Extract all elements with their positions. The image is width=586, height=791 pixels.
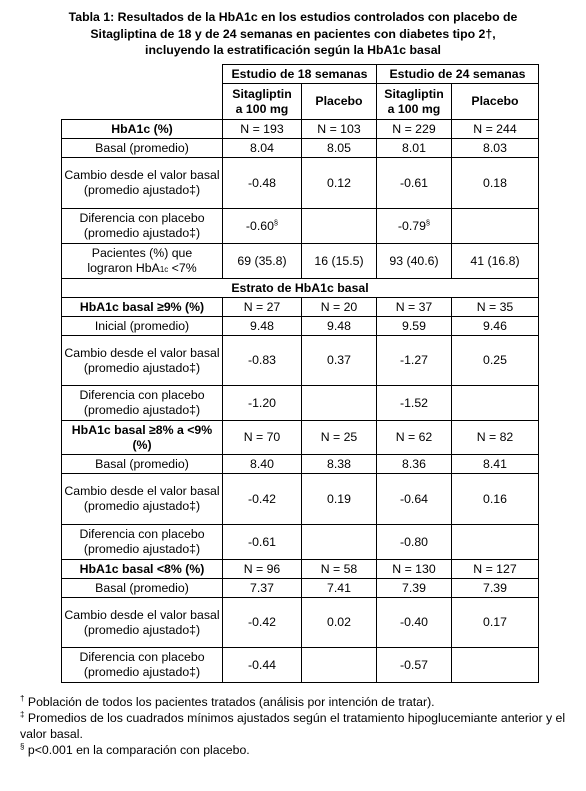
- value-cell: -1.20: [223, 386, 302, 421]
- value-cell: 0.16: [452, 474, 539, 525]
- value-cell: [452, 209, 539, 244]
- row-label: Cambio desde el valor basal (promedio ajustado‡): [62, 336, 223, 386]
- value-cell: -0.48: [223, 158, 302, 209]
- label-part: 1c: [136, 121, 151, 136]
- header-placebo: Placebo: [452, 84, 539, 120]
- footnotes: [20, 694, 580, 758]
- label-line: lograron HbA1c <7%: [87, 260, 197, 275]
- value-cell: [452, 525, 539, 560]
- table-row: [62, 421, 539, 455]
- header-study-24: Estudio de 24 semanas: [377, 65, 539, 84]
- row-label: Cambio desde el valor basal (promedio ajustado‡): [62, 158, 223, 209]
- label-part: 1c: [104, 561, 119, 576]
- value-cell: 9.48: [223, 317, 302, 336]
- table-row: [62, 139, 539, 158]
- row-label: [62, 244, 223, 279]
- value-cell: 0.18: [452, 158, 539, 209]
- value-cell: -0.80: [377, 525, 452, 560]
- value-cell: 69 (35.8): [223, 244, 302, 279]
- value-cell: 7.39: [377, 579, 452, 598]
- table-row: [62, 65, 539, 84]
- label-part: basal ≥8% a <9% (%): [110, 422, 213, 452]
- n-value: N = 70: [223, 421, 302, 455]
- value-cell: 8.01: [377, 139, 452, 158]
- header-placebo: Placebo: [302, 84, 377, 120]
- row-label: Basal (promedio): [62, 579, 223, 598]
- header-blank: [62, 65, 223, 120]
- table-row: [62, 455, 539, 474]
- value-cell: 16 (15.5): [302, 244, 377, 279]
- footnote-symbol: †: [20, 693, 25, 703]
- value-cell: 41 (16.8): [452, 244, 539, 279]
- table-row: [62, 244, 539, 279]
- footnote-symbol: §: [20, 741, 25, 751]
- n-value: N = 127: [452, 560, 539, 579]
- row-label: Diferencia con placebo (promedio ajustado‡): [62, 386, 223, 421]
- row-label: Diferencia con placebo (promedio ajustado‡): [62, 209, 223, 244]
- value-cell: 0.02: [302, 598, 377, 648]
- value-cell: 7.39: [452, 579, 539, 598]
- label-part: (%): [150, 121, 173, 136]
- group-label: [62, 421, 223, 455]
- value-cell: [302, 209, 377, 244]
- label-part: HbA: [111, 121, 137, 136]
- value-cell: 8.04: [223, 139, 302, 158]
- footnote: [20, 742, 580, 758]
- row-label: Diferencia con placebo (promedio ajustado‡): [62, 525, 223, 560]
- table-row: [62, 120, 539, 139]
- group-label: [62, 120, 223, 139]
- value-cell: -0.83: [223, 336, 302, 386]
- value-cell: -0.42: [223, 474, 302, 525]
- n-value: N = 193: [223, 120, 302, 139]
- header-line: Sitagliptin: [232, 86, 292, 101]
- value-cell: -1.27: [377, 336, 452, 386]
- row-label: Basal (promedio): [62, 139, 223, 158]
- header-line: a 100 mg: [387, 101, 441, 116]
- significance-mark: §: [425, 217, 431, 227]
- value-cell: 0.19: [302, 474, 377, 525]
- label-line: Pacientes (%) que: [91, 245, 193, 260]
- value-cell: 9.59: [377, 317, 452, 336]
- n-value: N = 96: [223, 560, 302, 579]
- header-line: a 100 mg: [235, 101, 289, 116]
- significance-mark: §: [273, 217, 279, 227]
- n-value: N = 27: [223, 298, 302, 317]
- value-cell: 7.37: [223, 579, 302, 598]
- n-value: N = 25: [302, 421, 377, 455]
- n-value: N = 62: [377, 421, 452, 455]
- header-sitagliptin: [377, 84, 452, 120]
- title-line: Sitagliptina de 18 y de 24 semanas en pacientes con diabetes tipo 2†,: [90, 26, 496, 41]
- table-row: [62, 386, 539, 421]
- value-cell: 8.36: [377, 455, 452, 474]
- value-cell: 93 (40.6): [377, 244, 452, 279]
- group-label: [62, 560, 223, 579]
- value-cell: -0.40: [377, 598, 452, 648]
- value-cell: 0.25: [452, 336, 539, 386]
- n-value: N = 130: [377, 560, 452, 579]
- row-label: Basal (promedio): [62, 455, 223, 474]
- n-value: N = 244: [452, 120, 539, 139]
- value-cell: [452, 386, 539, 421]
- value-cell: 8.40: [223, 455, 302, 474]
- row-label: Inicial (promedio): [62, 317, 223, 336]
- value-cell: 8.03: [452, 139, 539, 158]
- value-cell: [302, 648, 377, 683]
- n-value: N = 229: [377, 120, 452, 139]
- row-label: Cambio desde el valor basal (promedio ajustado‡): [62, 474, 223, 525]
- header-sitagliptin: [223, 84, 302, 120]
- table-row: [62, 560, 539, 579]
- table-row: [62, 336, 539, 386]
- strata-title: Estrato de HbA1c basal: [62, 279, 539, 298]
- table-row: [62, 279, 539, 298]
- label-part: HbA: [71, 422, 98, 437]
- footnote-text: p<0.001 en la comparación con placebo.: [24, 743, 250, 757]
- value-cell: 0.17: [452, 598, 539, 648]
- results-table: [61, 64, 539, 683]
- title-line: incluyendo la estratificación según la HbA1c basal: [145, 43, 441, 57]
- table-row: [62, 158, 539, 209]
- value-cell: 8.05: [302, 139, 377, 158]
- table-row: [62, 209, 539, 244]
- footnote-symbol: ‡: [20, 709, 25, 719]
- value-cell: 7.41: [302, 579, 377, 598]
- value-cell: 0.37: [302, 336, 377, 386]
- label-part: basal <8% (%): [118, 561, 205, 576]
- value-cell: -0.42: [223, 598, 302, 648]
- value-cell: 9.48: [302, 317, 377, 336]
- group-label: [62, 298, 223, 317]
- label-sub: 1c: [159, 264, 169, 274]
- value-cell: 0.12: [302, 158, 377, 209]
- value-cell: -0.61: [377, 158, 452, 209]
- footnote-text: Población de todos los pacientes tratados (análisis por intención de tratar).: [24, 695, 435, 709]
- table-row: [62, 648, 539, 683]
- value-cell: -0.79§: [377, 209, 452, 244]
- footnote-text: Promedios de los cuadrados mínimos ajustados según el tratamiento hipoglucemiante anterior y el valor basal.: [20, 711, 566, 741]
- n-value: N = 37: [377, 298, 452, 317]
- table-row: [62, 298, 539, 317]
- n-value: N = 35: [452, 298, 539, 317]
- table-row: [62, 598, 539, 648]
- header-line: Sitagliptin: [384, 86, 444, 101]
- table-row: [62, 474, 539, 525]
- label-part: 1c: [97, 422, 111, 437]
- value-cell: -1.52: [377, 386, 452, 421]
- table-row: [62, 317, 539, 336]
- value-cell: [302, 386, 377, 421]
- value-cell: -0.44: [223, 648, 302, 683]
- value-cell: 8.41: [452, 455, 539, 474]
- row-label: Diferencia con placebo (promedio ajustado‡): [62, 648, 223, 683]
- header-study-18: Estudio de 18 semanas: [223, 65, 377, 84]
- value-cell: -0.64: [377, 474, 452, 525]
- n-value: N = 58: [302, 560, 377, 579]
- table-row: [62, 579, 539, 598]
- label-part: basal ≥9% (%): [118, 299, 205, 314]
- label-part: 1c: [105, 299, 119, 314]
- table-row: [62, 525, 539, 560]
- label-part: HbA: [79, 299, 106, 314]
- value-cell: -0.60§: [223, 209, 302, 244]
- value-cell: [452, 648, 539, 683]
- value-cell: [302, 525, 377, 560]
- table-title: [6, 9, 580, 59]
- title-line: Tabla 1: Resultados de la HbA1c en los estudios controlados con placebo de: [68, 10, 518, 24]
- value-cell: 8.38: [302, 455, 377, 474]
- n-value: N = 20: [302, 298, 377, 317]
- n-value: N = 103: [302, 120, 377, 139]
- value-cell: 9.46: [452, 317, 539, 336]
- value-cell: -0.57: [377, 648, 452, 683]
- label-part: HbA: [79, 561, 105, 576]
- n-value: N = 82: [452, 421, 539, 455]
- footnote: [20, 694, 580, 710]
- value-cell: -0.61: [223, 525, 302, 560]
- row-label: Cambio desde el valor basal (promedio ajustado‡): [62, 598, 223, 648]
- footnote: [20, 710, 580, 742]
